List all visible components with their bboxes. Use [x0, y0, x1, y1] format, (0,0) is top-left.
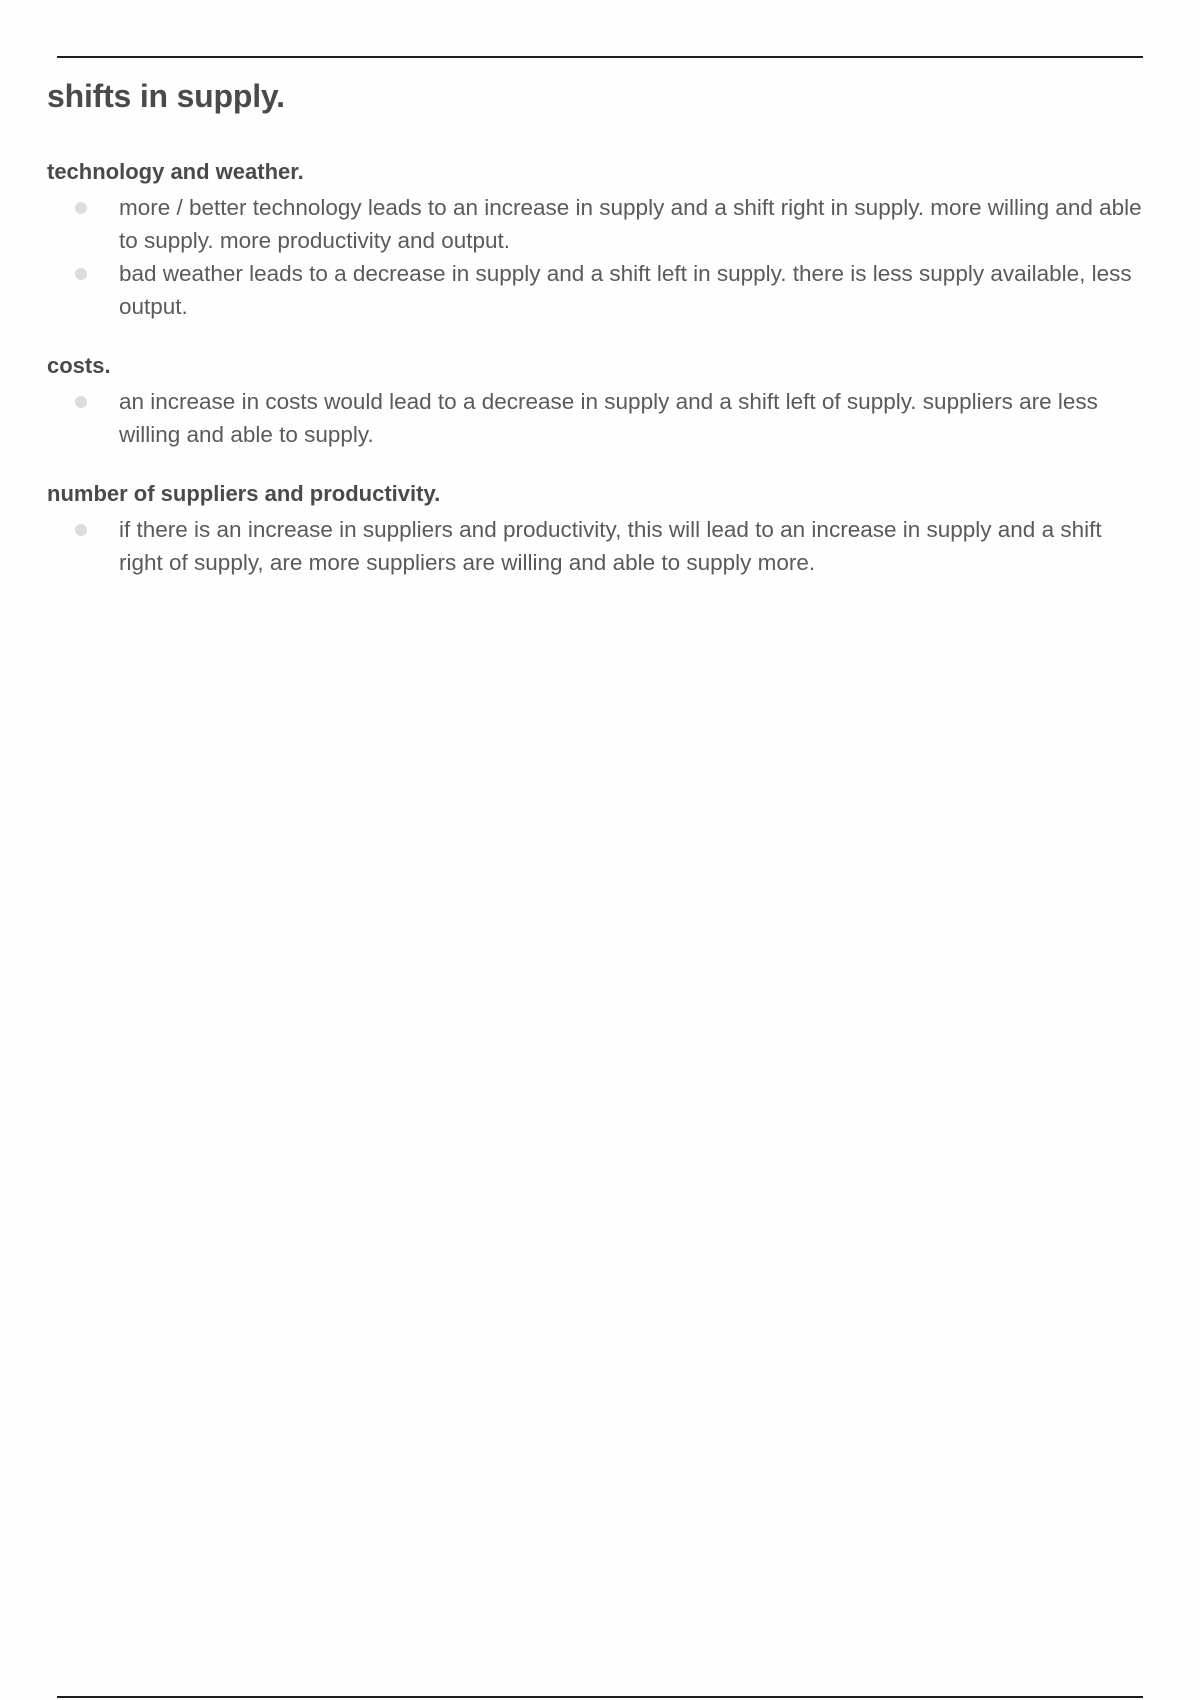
- section-costs: [47, 353, 1147, 451]
- bullet-icon: [75, 524, 87, 536]
- bullet-list: [47, 513, 1147, 579]
- top-divider: [57, 56, 1143, 58]
- section-heading: costs.: [47, 353, 111, 378]
- list-item: [47, 191, 1147, 257]
- bullet-text: more / better technology leads to an increase in supply and a shift right in supply. more willing and able to supply. more productivity and output.: [119, 195, 1142, 253]
- bullet-text: an increase in costs would lead to a decrease in supply and a shift left of supply. suppliers are less willing and able to supply.: [119, 389, 1098, 447]
- list-item: [47, 513, 1147, 579]
- list-item: [47, 257, 1147, 323]
- bullet-icon: [75, 268, 87, 280]
- bullet-icon: [75, 202, 87, 214]
- bullet-list: [47, 385, 1147, 451]
- page-title: shifts in supply.: [47, 78, 285, 114]
- bottom-divider: [57, 1696, 1143, 1698]
- bullet-text: if there is an increase in suppliers and productivity, this will lead to an increase in supply and a shift right of supply, are more suppliers are willing and able to supply more.: [119, 517, 1102, 575]
- section-heading: number of suppliers and productivity.: [47, 481, 441, 506]
- section-number-of-suppliers: [47, 481, 1147, 579]
- section-heading: technology and weather.: [47, 159, 304, 184]
- bullet-icon: [75, 396, 87, 408]
- list-item: [47, 385, 1147, 451]
- section-technology-and-weather: [47, 159, 1147, 323]
- document-body: [47, 78, 1147, 609]
- bullet-text: bad weather leads to a decrease in supply and a shift left in supply. there is less supply available, less output.: [119, 261, 1132, 319]
- bullet-list: [47, 191, 1147, 323]
